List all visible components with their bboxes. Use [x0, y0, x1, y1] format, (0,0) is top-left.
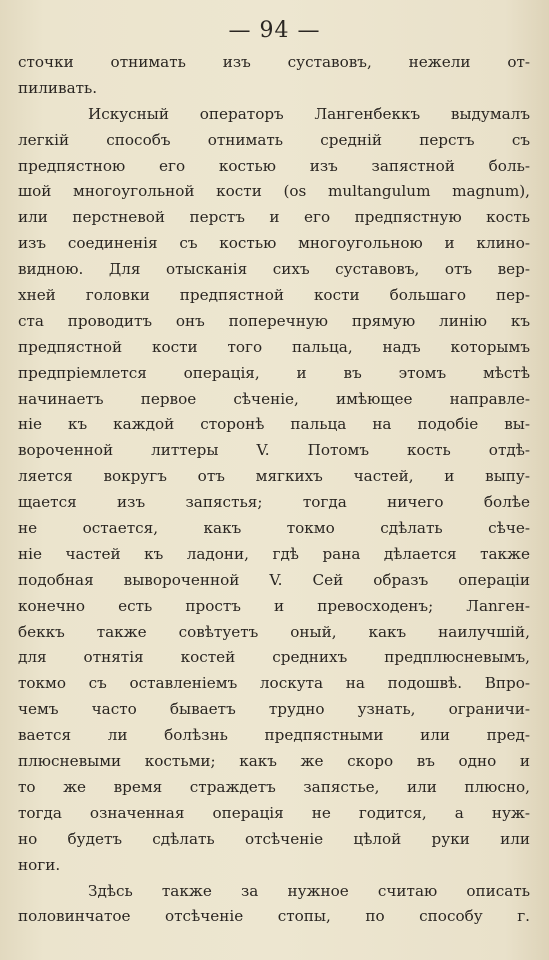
text-line: изъ соединенія съ костью многоугольною и клино-: [18, 234, 530, 253]
text-line: тогда означенная операція не годится, а нуж-: [18, 803, 530, 822]
text-line: не остается, какъ токмо сдѣлать сѣче-: [18, 519, 530, 538]
text-line: но будетъ сдѣлать отсѣченіе цѣлой руки или: [18, 829, 530, 848]
text-line: плюсневыми костьми; какъ же скоро въ одно и: [18, 752, 530, 771]
text-line: ноги.: [18, 855, 61, 874]
text-line: ніе къ каждой сторонѣ пальца на подобіе вы-: [18, 415, 530, 434]
text-line: шой многоугольной кости (os multangulum magnum),: [18, 182, 530, 201]
text-line: вается ли болѣзнь предпястными или пред-: [18, 726, 530, 745]
text-line: хней головки предпястной кости большаго пер-: [18, 286, 530, 305]
text-line: беккъ также совѣтуетъ оный, какъ наилучшій,: [18, 622, 530, 641]
text-line: подобная вывороченной V. Сей образъ операціи: [18, 570, 530, 589]
text-line: или перстневой перстъ и его предпястную кость: [18, 208, 530, 227]
text-line: Искусный операторъ Лангенбеккъ выдумалъ: [88, 104, 530, 123]
text-line: Здѣсь также за нужное считаю описать: [88, 881, 530, 900]
text-line: пиливать.: [18, 78, 98, 97]
page-body-text: [18, 50, 530, 930]
text-line: легкій способъ отнимать средній перстъ съ: [18, 130, 530, 149]
text-line: конечно есть простъ и превосходенъ; Лanген-: [18, 596, 530, 615]
text-line: ста проводитъ онъ поперечную прямую линію къ: [18, 311, 530, 330]
text-line: то же время страждетъ запястье, или плюсно,: [18, 777, 530, 796]
text-line: токмо съ оставленіемъ лоскута на подошвѣ. Впро-: [18, 674, 530, 693]
page-number: — 94 —: [228, 18, 321, 43]
text-line: начинаетъ первое сѣченіе, имѣющее направле-: [18, 389, 530, 408]
text-line: видною. Для отысканія сихъ суставовъ, отъ вер-: [18, 260, 530, 279]
text-line: ніе частей къ ладони, гдѣ рана дѣлается также: [18, 544, 530, 563]
text-line: предпріемлется операція, и въ этомъ мѣстѣ: [18, 363, 530, 382]
text-line: половинчатое отсѣченіе стопы, по способу г.: [18, 907, 530, 926]
text-line: предпястной кости того пальца, надъ которымъ: [18, 337, 530, 356]
text-line: вороченной литтеры V. Потомъ кость отдѣ-: [18, 441, 530, 460]
text-line: щается изъ запястья; тогда ничего болѣе: [18, 493, 530, 512]
text-line: для отнятія костей среднихъ предплюсневымъ,: [18, 648, 530, 667]
text-line: сточки отнимать изъ суставовъ, нежели от-: [18, 53, 530, 71]
text-line: предпястною его костью изъ запястной боль-: [18, 156, 530, 175]
text-line: ляется вокругъ отъ мягкихъ частей, и выпу-: [18, 467, 530, 486]
text-line: чемъ часто бываетъ трудно узнать, ограничи-: [18, 700, 530, 719]
